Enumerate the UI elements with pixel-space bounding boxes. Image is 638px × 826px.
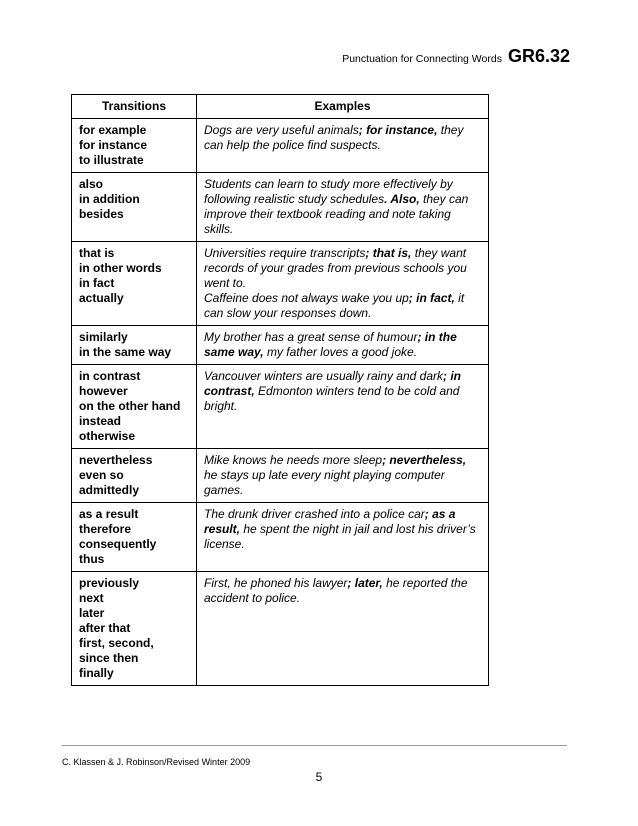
table-row — [72, 242, 489, 326]
transitions-column-header: Transitions — [72, 95, 197, 119]
transition-word: in other words — [79, 261, 162, 275]
transition-highlight: ; in the same way, — [204, 330, 457, 359]
transition-highlight: ; for instance, — [358, 123, 438, 137]
transition-word: instead — [79, 414, 122, 428]
transitions-cell — [72, 173, 197, 242]
sentence-text: My brother has a great sense of humour — [204, 330, 418, 344]
table-row — [72, 326, 489, 365]
sentence-text: they can improve their textbook reading and note taking skills. — [204, 192, 469, 236]
transition-word: in addition — [79, 192, 140, 206]
transition-word: otherwise — [79, 429, 136, 443]
table-row — [72, 173, 489, 242]
transition-word: later — [79, 606, 105, 620]
sentence-text: Universities require transcripts — [204, 246, 366, 260]
transition-word: for example — [79, 123, 147, 137]
transition-highlight: ; later, — [347, 576, 383, 590]
transition-word: first, second, — [79, 636, 154, 650]
transition-word: finally — [79, 666, 114, 680]
transition-highlight: ; nevertheless, — [382, 453, 467, 467]
table-header-row — [72, 95, 489, 119]
transitions-cell — [72, 503, 197, 572]
transition-word: for instance — [79, 138, 148, 152]
sentence-text: Dogs are very useful animals — [204, 123, 359, 137]
example-cell — [197, 242, 489, 326]
transitions-cell — [72, 242, 197, 326]
transition-word: therefore — [79, 522, 132, 536]
transition-word: as a result — [79, 507, 139, 521]
sentence-text: he stays up late every night playing computer games. — [204, 468, 445, 497]
example-sentence — [204, 330, 481, 360]
document-code: GR6.32 — [507, 46, 570, 66]
example-sentence — [204, 507, 481, 552]
example-cell — [197, 173, 489, 242]
transition-highlight: ; as a result, — [204, 507, 456, 536]
transition-word: even so — [79, 468, 124, 482]
transition-word: to illustrate — [79, 153, 144, 167]
table-row — [72, 365, 489, 449]
sentence-text: he spent the night in jail and lost his driver’s license. — [204, 522, 476, 551]
sentence-text: they can help the police find suspects. — [204, 123, 464, 152]
transitions-cell — [72, 119, 197, 173]
sentence-text: Mike knows he needs more sleep — [204, 453, 383, 467]
transition-word: in contrast — [79, 369, 141, 383]
example-sentence — [204, 246, 481, 291]
sentence-text: they want records of your grades from previous schools you went to. — [204, 246, 467, 290]
transition-word: also — [79, 177, 104, 191]
transition-word: however — [79, 384, 128, 398]
transition-word: next — [79, 591, 104, 605]
example-sentence — [204, 369, 481, 414]
table-row — [72, 503, 489, 572]
example-cell — [197, 326, 489, 365]
example-cell — [197, 449, 489, 503]
example-cell — [197, 119, 489, 173]
sentence-text: Vancouver winters are usually rainy and dark — [204, 369, 444, 383]
transition-word: admittedly — [79, 483, 140, 497]
transition-word: besides — [79, 207, 124, 221]
transition-word: since then — [79, 651, 139, 665]
transition-highlight: ; that is, — [365, 246, 412, 260]
example-cell — [197, 365, 489, 449]
sentence-text: The drunk driver crashed into a police car — [204, 507, 425, 521]
page-header — [0, 46, 570, 67]
transition-word: in the same way — [79, 345, 172, 359]
transitions-cell — [72, 365, 197, 449]
transition-word: after that — [79, 621, 131, 635]
transitions-table — [71, 94, 489, 686]
transitions-cell — [72, 326, 197, 365]
footer-credit: C. Klassen & J. Robinson/Revised Winter 2009 — [62, 757, 251, 767]
transition-word: on the other hand — [79, 399, 181, 413]
sentence-text: it can slow your responses down. — [204, 291, 465, 320]
sentence-text: he reported the accident to police. — [204, 576, 468, 605]
transition-word: consequently — [79, 537, 157, 551]
sentence-text: Students can learn to study more effectively by following realistic study schedules — [204, 177, 453, 206]
example-sentence — [204, 453, 481, 498]
transition-word: that is — [79, 246, 115, 260]
example-sentence — [204, 177, 481, 237]
document-subtitle: Punctuation for Connecting Words — [342, 53, 502, 65]
transition-word: nevertheless — [79, 453, 153, 467]
example-sentence — [204, 291, 481, 321]
transitions-cell — [72, 572, 197, 686]
page-number: 5 — [315, 770, 323, 784]
transition-highlight: ; in fact, — [408, 291, 455, 305]
sentence-text: First, he phoned his lawyer — [204, 576, 348, 590]
table-row — [72, 119, 489, 173]
sentence-text: Edmonton winters tend to be cold and bright. — [204, 384, 460, 413]
transition-word: similarly — [79, 330, 128, 344]
sentence-text: my father loves a good joke. — [263, 345, 418, 359]
sentence-text: Caffeine does not always wake you up — [204, 291, 409, 305]
transition-highlight: ; in contrast, — [204, 369, 462, 398]
examples-column-header: Examples — [197, 95, 489, 119]
table-row — [72, 572, 489, 686]
footer-divider — [62, 745, 567, 746]
transition-word: actually — [79, 291, 124, 305]
table-row — [72, 449, 489, 503]
transition-word: previously — [79, 576, 140, 590]
example-sentence — [204, 576, 481, 606]
transition-word: in fact — [79, 276, 115, 290]
example-cell — [197, 503, 489, 572]
example-cell — [197, 572, 489, 686]
example-sentence — [204, 123, 481, 153]
transition-highlight: . Also, — [384, 192, 420, 206]
transitions-cell — [72, 449, 197, 503]
transition-word: thus — [79, 552, 105, 566]
